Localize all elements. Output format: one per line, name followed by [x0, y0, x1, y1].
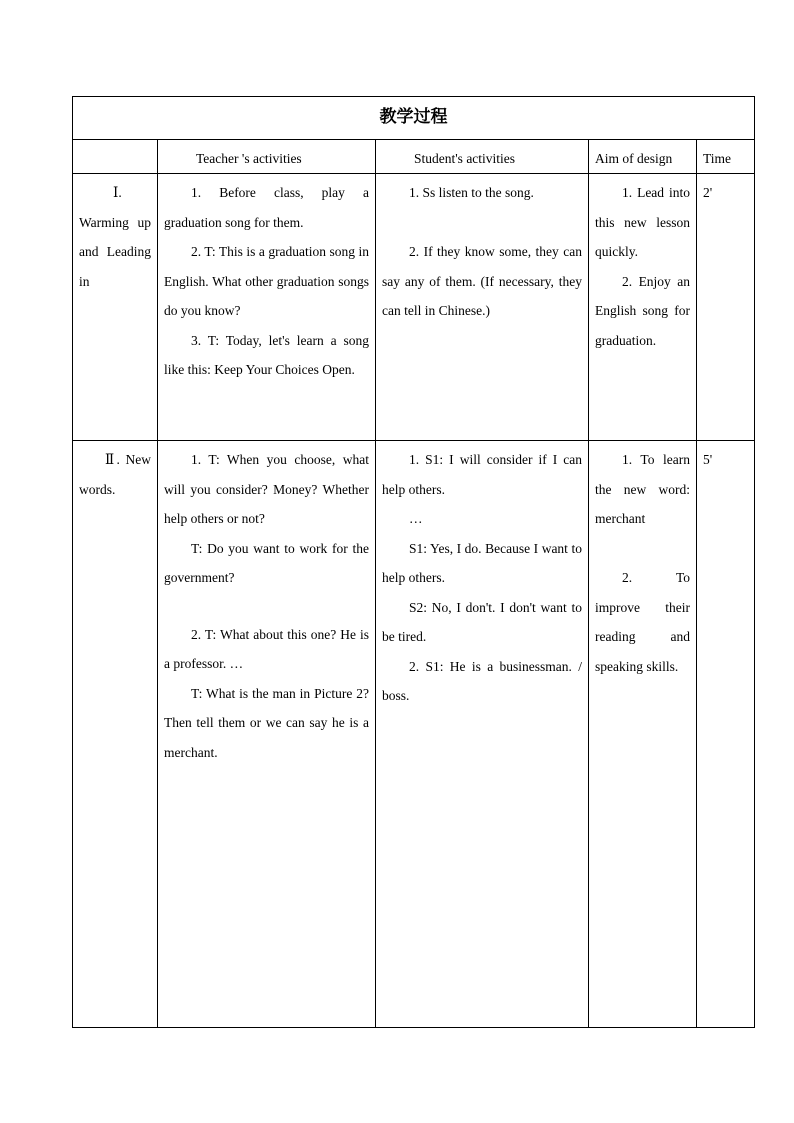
aim-cell: [589, 441, 697, 1028]
student-step: 2. If they know some, they can say any of them. (If necessary, they can tell in Chinese.): [382, 244, 582, 318]
header-student-activities: Student's activities: [376, 140, 589, 174]
stage-cell: [73, 174, 158, 441]
student-step: 1. S1: I will consider if I can help others.: [382, 452, 582, 497]
aim-cell: [589, 174, 697, 441]
teacher-step: 1. T: When you choose, what will you consider? Money? Whether help others or not?: [164, 452, 369, 526]
student-step: 2. S1: He is a businessman. / boss.: [382, 658, 582, 703]
table-row: [73, 441, 755, 1028]
time-cell: 2': [697, 174, 755, 441]
teacher-step: 1. Before class, play a graduation song for them.: [164, 185, 369, 230]
student-step: …: [409, 511, 423, 526]
aim-item: 2. To improve their reading and speaking skills.: [595, 570, 690, 674]
student-step: S1: Yes, I do. Because I want to help others.: [382, 540, 582, 585]
aim-item: 1. Lead into this new lesson quickly.: [595, 185, 690, 259]
table-row: [73, 174, 755, 441]
header-aim-of-design: Aim of design: [589, 140, 697, 174]
teacher-step: T: What is the man in Picture 2? Then tell them or we can say he is a merchant.: [164, 685, 369, 760]
student-step: S2: No, I don't. I don't want to be tired.: [382, 599, 582, 644]
teacher-activities-cell: [158, 441, 376, 1028]
teacher-step: 2. T: This is a graduation song in English. What other graduation songs do you know?: [164, 244, 369, 318]
header-row: [73, 140, 755, 174]
student-step: 1. Ss listen to the song.: [409, 185, 534, 200]
teacher-step: T: Do you want to work for the government?: [164, 540, 369, 585]
header-stage: [73, 140, 158, 174]
stage-cell: [73, 441, 158, 1028]
teacher-step: 2. T: What about this one? He is a professor. …: [164, 626, 369, 671]
aim-item: 1. To learn the new word: merchant: [595, 452, 690, 526]
table-title: 教学过程: [73, 97, 755, 140]
header-teacher-activities: Teacher 's activities: [158, 140, 376, 174]
teacher-step: 3. T: Today, let's learn a song like this: Keep Your Choices Open.: [164, 332, 369, 377]
teacher-activities-cell: [158, 174, 376, 441]
stage-name: Warming up and Leading in: [79, 214, 151, 289]
teaching-process-table: [72, 96, 755, 1028]
header-time: Time: [697, 140, 755, 174]
student-activities-cell: [376, 441, 589, 1028]
stage-number: Ⅰ.: [113, 185, 122, 200]
aim-item: 2. Enjoy an English song for graduation.: [595, 273, 690, 348]
time-cell: 5': [697, 441, 755, 1028]
stage-name: Ⅱ. New words.: [79, 452, 151, 497]
student-activities-cell: [376, 174, 589, 441]
